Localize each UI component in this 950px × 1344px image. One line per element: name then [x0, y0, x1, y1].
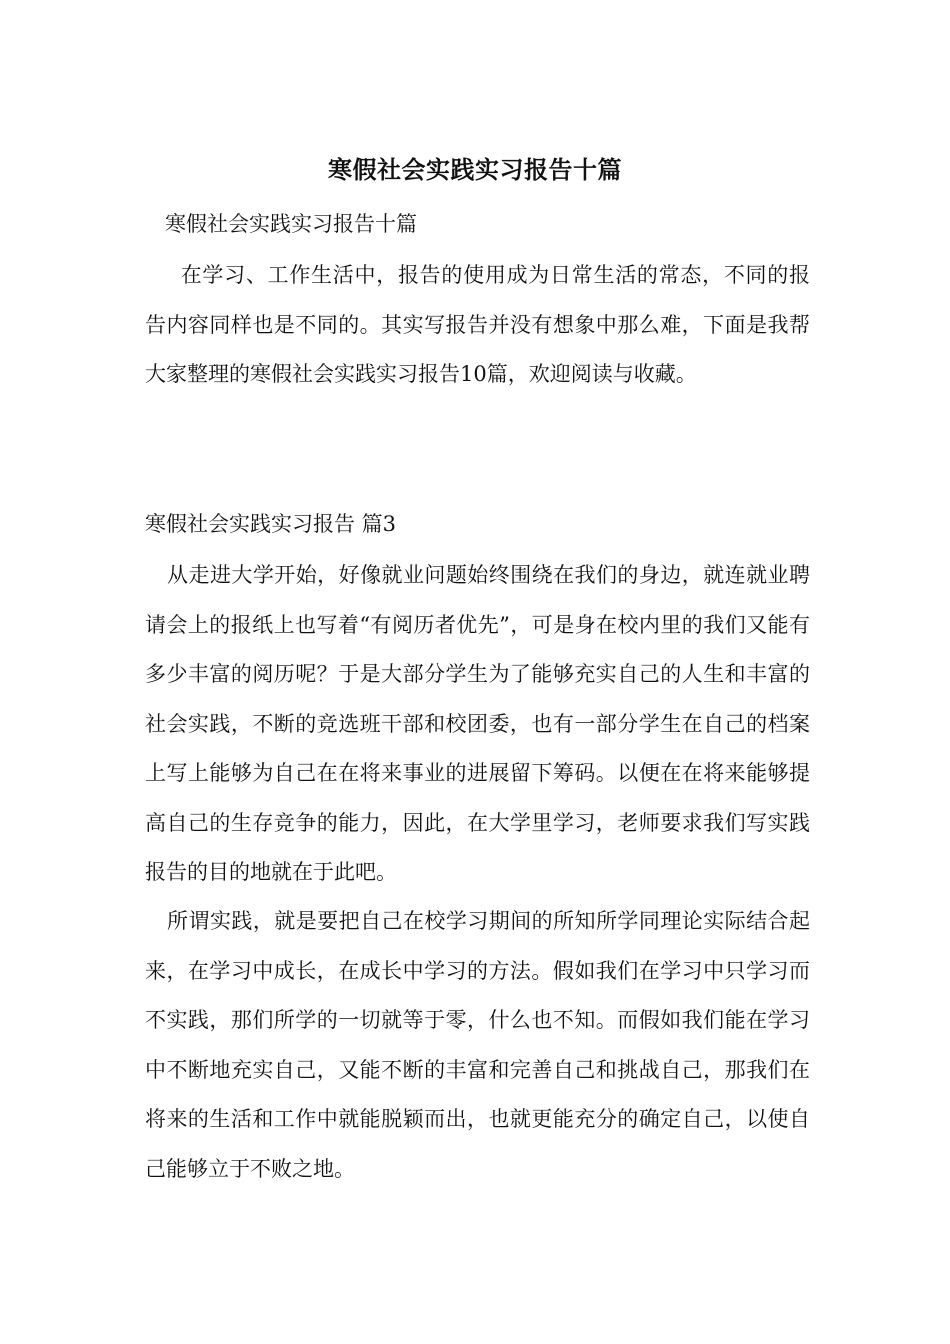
body-paragraph: 所谓实践，就是要把自己在校学习期间的所知所学同理论实际结合起来，在学习中成长，在成长中学习的方法。假如我们在学习中只学习而不实践，那们所学的一切就等于零，什么也不知。而假如我们能在学习中不断地充实自己，又能不断的丰富和完善自己和挑战自己，那我们在将来的生活和工作中就能脱颖而出，也就更能充分的确定自己，以使自己能够立于不败之地。 [145, 909, 810, 1181]
body-paragraph: 从走进大学开始，好像就业问题始终围绕在我们的身边，就连就业聘请会上的报纸上也写着“有阅历者优先”，可是身在校内里的我们又能有多少丰富的阅历呢？于是大部分学生为了能够充实自己的人生和丰富的社会实践，不断的竞选班干部和校团委，也有一部分学生在自己的档案上写上能够为自己在在将来事业的进展留下筹码。以便在在将来能够提高自己的生存竞争的能力，因此，在大学里学习，老师要求我们写实践报告的目的地就在于此吧。 [145, 563, 810, 884]
document-subtitle: 寒假社会实践实习报告十篇 [165, 212, 417, 236]
document-title: 寒假社会实践实习报告十篇 [328, 155, 622, 184]
section-heading: 寒假社会实践实习报告 篇3 [145, 512, 397, 536]
intro-paragraph: 在学习、工作生活中，报告的使用成为日常生活的常态，不同的报告内容同样也是不同的。其实写报告并没有想象中那么难，下面是我帮大家整理的寒假社会实践实习报告10篇，欢迎阅读与收藏。 [145, 263, 810, 386]
